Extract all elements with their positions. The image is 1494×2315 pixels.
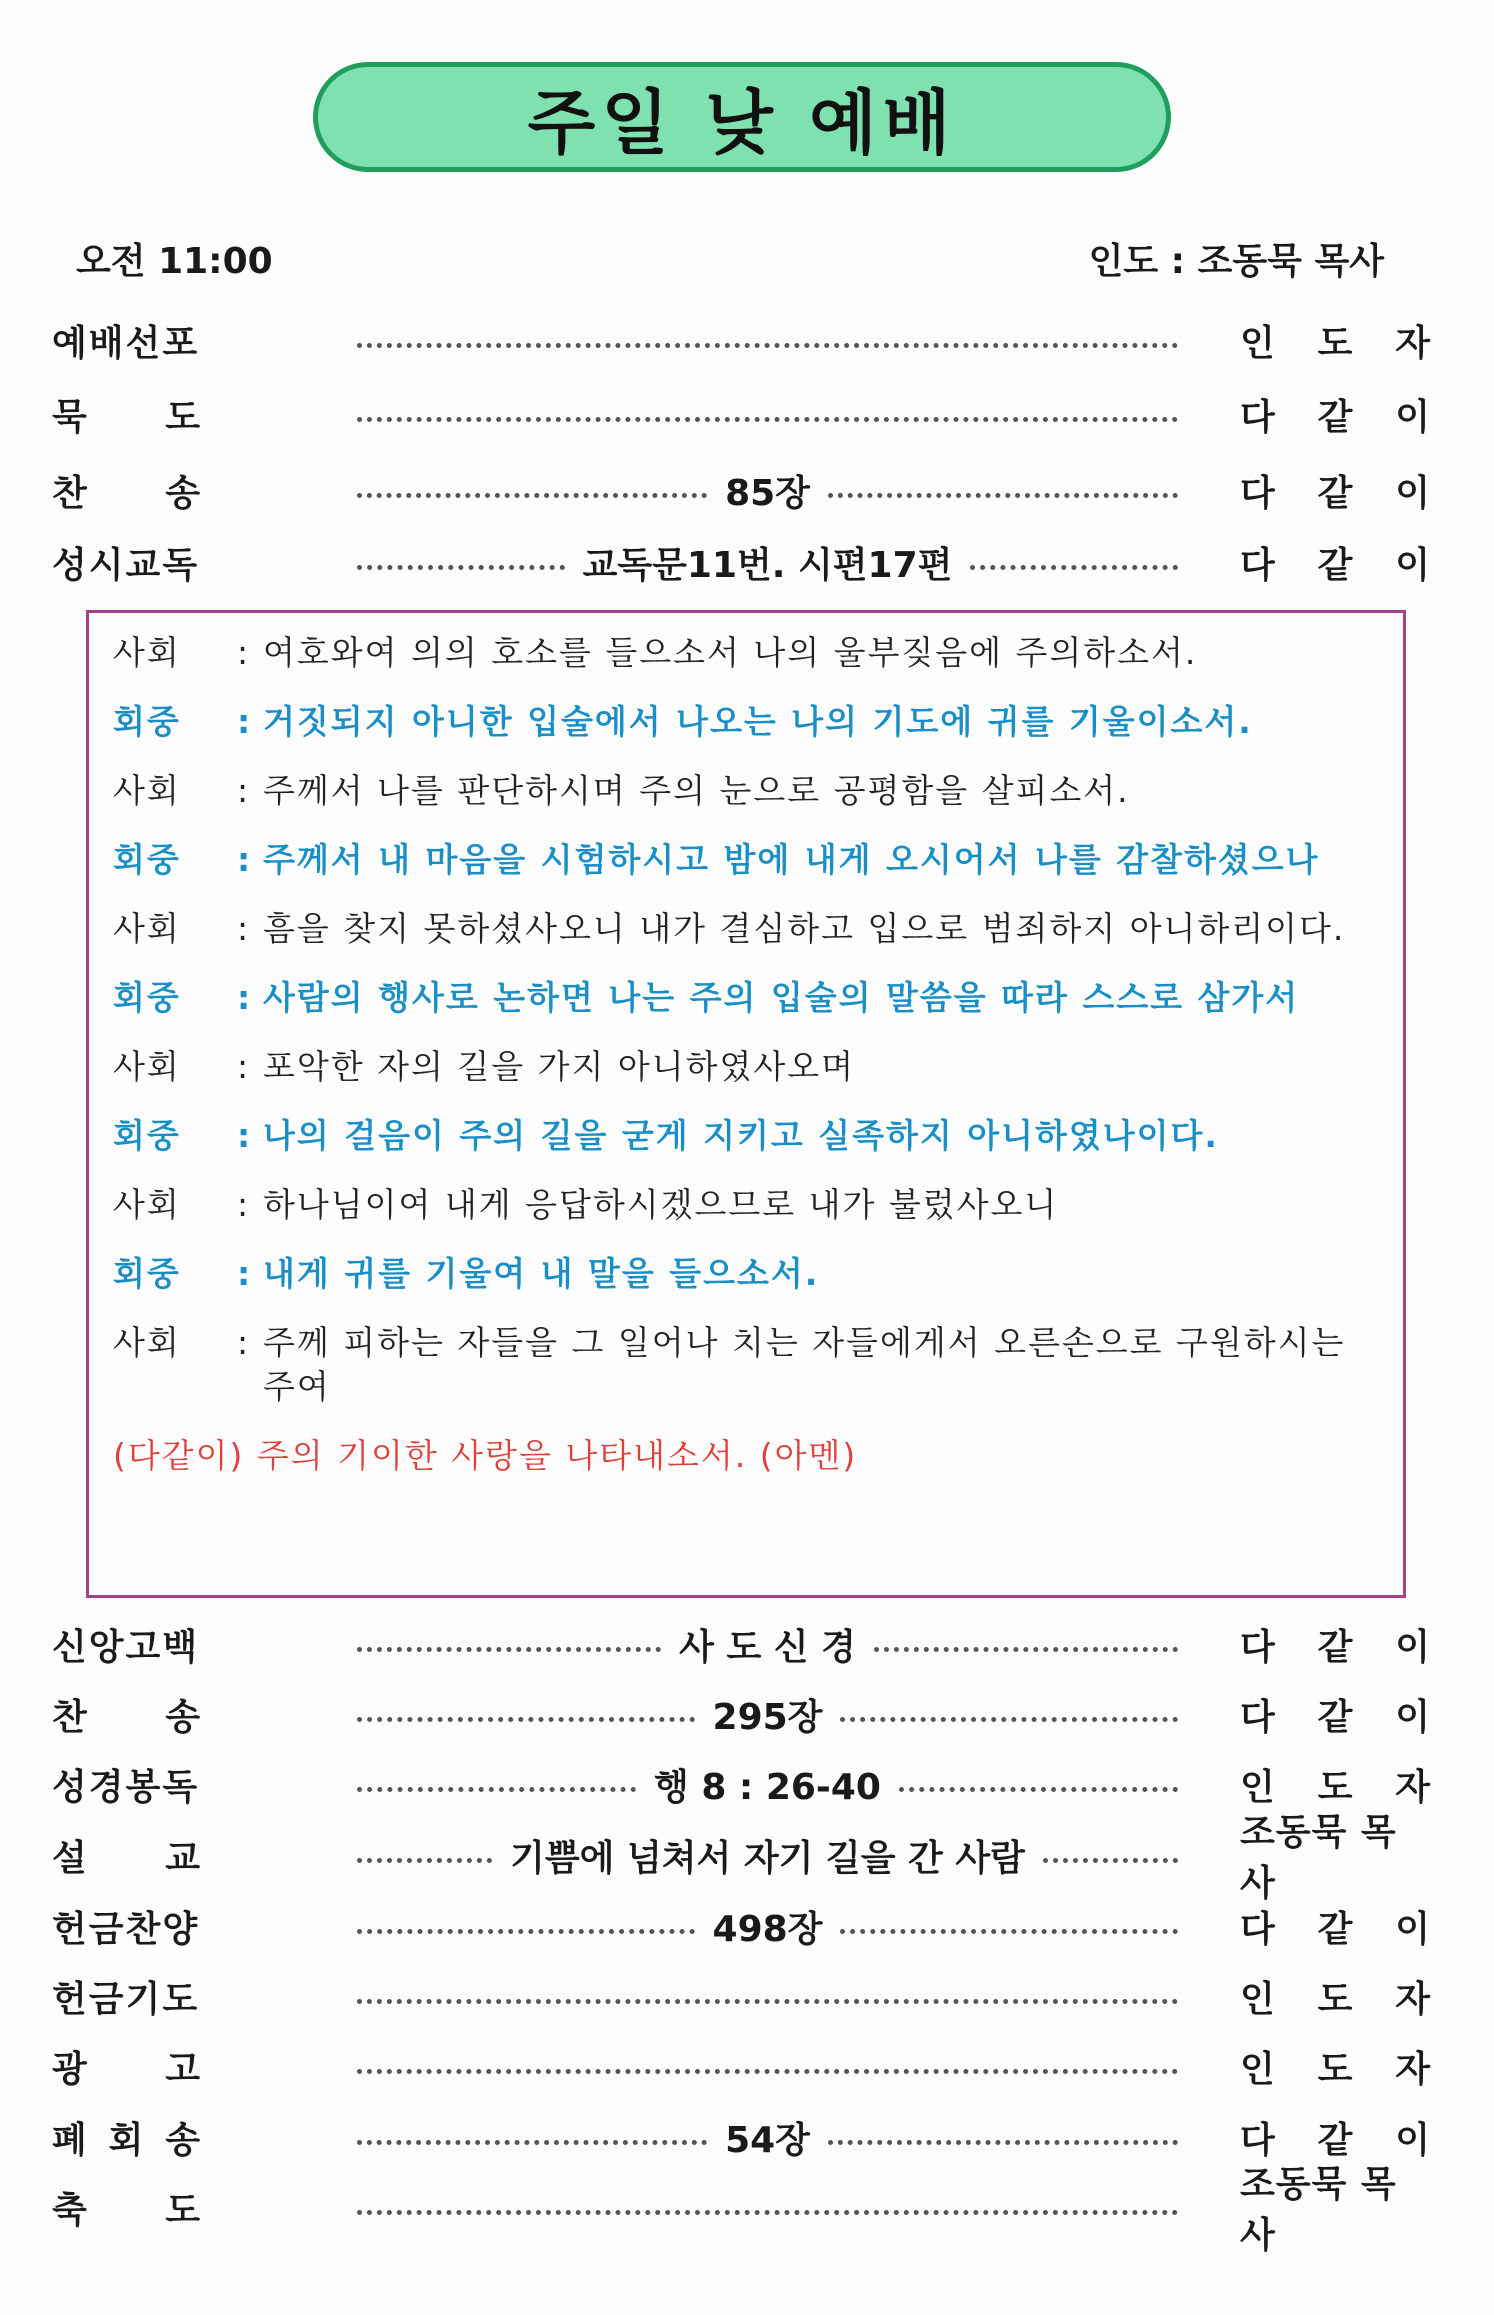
reading-text: 내게 귀를 기울여 내 말을 들으소서. [263, 1254, 820, 1293]
speaker-tag: 회중 [113, 1254, 181, 1293]
order-item: 행 8 : 26-40 [654, 1766, 881, 1808]
order-item: 498장 [712, 1908, 823, 1950]
leader-dots [828, 2140, 1178, 2145]
reading-text: 주께서 내 마음을 시험하시고 밤에 내게 오시어서 나를 감찰하셨으나 [263, 840, 1320, 879]
leader-dots [357, 565, 565, 570]
service-leader: 인도 : 조동묵 목사 [1088, 241, 1384, 282]
reading-text: 주께서 나를 판단하시며 주의 눈으로 공평함을 살피소서. [263, 771, 1130, 810]
leader-dots [357, 343, 1178, 348]
congregation-line [113, 700, 1381, 744]
order-performer: 조동묵 목사 [1240, 2164, 1397, 2256]
order-label: 묵 도 [52, 396, 202, 438]
leader-line [113, 1321, 1381, 1409]
order-label: 신앙고백 [52, 1626, 200, 1668]
separator: : [237, 909, 251, 948]
order-label: 예배선포 [52, 322, 200, 364]
leader-dots [1043, 1858, 1178, 1863]
leader-line [113, 1045, 1381, 1089]
reading-text: 포악한 자의 길을 가지 아니하였사오며 [263, 1047, 856, 1086]
leader-dots [840, 1929, 1178, 1934]
order-row [52, 310, 1430, 370]
separator: : [237, 840, 253, 879]
speaker-tag: 사회 [113, 633, 181, 672]
leader-dots [357, 1999, 1178, 2004]
order-row [52, 2107, 1430, 2167]
leader-dots [357, 1647, 661, 1652]
separator: : [237, 978, 253, 1017]
speaker-tag: 회중 [113, 1116, 181, 1155]
speaker-tag: 사회 [113, 771, 181, 810]
leader-dots [874, 1647, 1178, 1652]
reading-text: 사람의 행사로 논하면 나는 주의 입술의 말씀을 따라 스스로 삼가서 [263, 978, 1300, 1017]
leader-dots [357, 1787, 636, 1792]
congregation-line [113, 1252, 1381, 1296]
order-label: 광 고 [52, 2048, 202, 2090]
separator: : [237, 1185, 251, 1224]
separator: : [237, 702, 253, 741]
order-label: 찬 송 [52, 472, 202, 514]
service-title: 주일 낮 예배 [527, 81, 957, 164]
order-performer: 다 같 이 [1240, 472, 1430, 514]
order-performer: 조동묵 목사 [1240, 1812, 1397, 1904]
speaker-tag: 사회 [113, 1323, 181, 1362]
reading-text: 여호와여 의의 호소를 들으소서 나의 울부짖음에 주의하소서. [263, 633, 1198, 672]
reading-text: 나의 걸음이 주의 길을 굳게 지키고 실족하지 아니하였나이다. [263, 1116, 1219, 1155]
speaker-tag: 사회 [113, 909, 181, 948]
reading-text: 하나님이여 내게 응답하시겠으므로 내가 불렀사오니 [263, 1185, 1059, 1224]
order-performer: 인 도 자 [1240, 322, 1430, 364]
order-item: 295장 [712, 1696, 823, 1738]
order-item: 85장 [725, 472, 810, 514]
leader-line [113, 1183, 1381, 1227]
leader-line [113, 907, 1381, 951]
order-label: 헌금찬양 [52, 1908, 200, 1950]
separator: : [237, 1047, 251, 1086]
order-label: 찬 송 [52, 1696, 202, 1738]
congregation-line [113, 838, 1381, 882]
order-item: 교독문11번. 시편17편 [582, 544, 953, 586]
leader-dots [357, 2140, 707, 2145]
service-title-banner [313, 62, 1171, 172]
service-time: 오전 11:00 [76, 241, 273, 282]
order-performer: 다 같 이 [1240, 1696, 1430, 1738]
speaker-tag: 회중 [113, 702, 181, 741]
order-row [52, 1966, 1430, 2026]
leader-dots [828, 493, 1178, 498]
order-row [52, 1754, 1430, 1814]
order-label: 폐 회 송 [52, 2119, 202, 2161]
order-performer: 인 도 자 [1240, 1766, 1430, 1808]
leader-dots [357, 1717, 695, 1722]
separator: : [237, 1323, 251, 1362]
responsive-final-line: (다같이) 주의 기이한 사랑을 나타내소서. (아멘) [113, 1436, 858, 1475]
order-label: 설 교 [52, 1837, 202, 1879]
order-label: 성시교독 [52, 544, 200, 586]
leader-dots [899, 1787, 1178, 1792]
order-item: 54장 [725, 2119, 810, 2161]
separator: : [237, 633, 251, 672]
separator: : [237, 1116, 253, 1155]
leader-dots [357, 1929, 695, 1934]
leader-dots [970, 565, 1178, 570]
order-performer: 다 같 이 [1240, 544, 1430, 586]
order-performer: 다 같 이 [1240, 2119, 1430, 2161]
order-row [52, 1896, 1430, 1956]
reading-text: 흠을 찾지 못하셨사오니 내가 결심하고 입으로 범죄하지 아니하리이다. [263, 909, 1346, 948]
reading-text: 주께 피하는 자들을 그 일어나 치는 자들에게서 오른손으로 구원하시는 주여 [263, 1323, 1346, 1406]
order-performer: 인 도 자 [1240, 1978, 1430, 2020]
order-row [52, 532, 1430, 592]
order-label: 헌금기도 [52, 1978, 200, 2020]
congregation-line [113, 976, 1381, 1020]
order-row [52, 2164, 1430, 2256]
order-row [52, 384, 1430, 444]
order-row [52, 1614, 1430, 1674]
congregation-line [113, 1114, 1381, 1158]
speaker-tag: 회중 [113, 978, 181, 1017]
leader-dots [357, 1858, 492, 1863]
order-item: 사 도 신 경 [679, 1626, 856, 1668]
reading-text: 거짓되지 아니한 입술에서 나오는 나의 기도에 귀를 기울이소서. [263, 702, 1253, 741]
order-performer: 다 같 이 [1240, 396, 1430, 438]
order-row [52, 2036, 1430, 2096]
leader-line [113, 631, 1381, 675]
leader-dots [840, 1717, 1178, 1722]
order-label: 축 도 [52, 2189, 202, 2231]
speaker-tag: 회중 [113, 840, 181, 879]
leader-dots [357, 2069, 1178, 2074]
speaker-tag: 사회 [113, 1185, 181, 1224]
order-performer: 인 도 자 [1240, 2048, 1430, 2090]
leader-dots [357, 417, 1178, 422]
order-performer: 다 같 이 [1240, 1908, 1430, 1950]
leader-dots [357, 2210, 1178, 2215]
order-row [52, 1812, 1430, 1904]
leader-line [113, 769, 1381, 813]
order-row [52, 460, 1430, 520]
order-label: 성경봉독 [52, 1766, 200, 1808]
leader-dots [357, 493, 707, 498]
separator: : [237, 1254, 253, 1293]
speaker-tag: 사회 [113, 1047, 181, 1086]
order-performer: 다 같 이 [1240, 1626, 1430, 1668]
order-row [52, 1684, 1430, 1744]
separator: : [237, 771, 251, 810]
responsive-reading-box [86, 610, 1406, 1598]
order-item: 기쁨에 넘쳐서 자기 길을 간 사람 [510, 1837, 1025, 1879]
